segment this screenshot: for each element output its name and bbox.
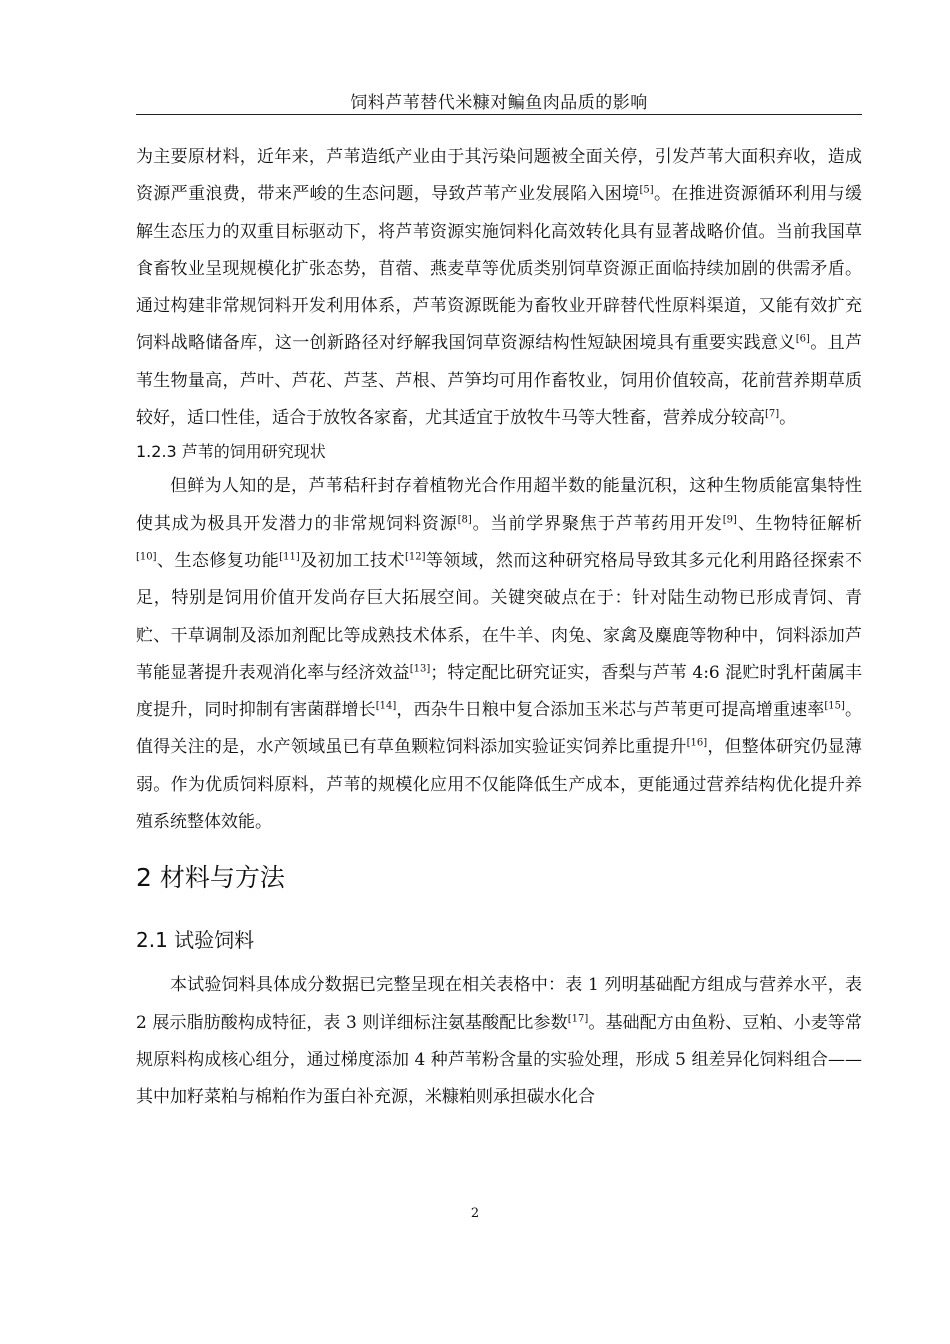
paragraph-text: 。值得关注的是，水产领域虽已有草鱼颗粒饲料添加实验证实饲养比重提升 — [136, 700, 863, 758]
paragraph-text: 。 — [779, 408, 797, 429]
paragraph-text: ；特定配比研究证实，香梨与芦苇 4:6 混贮时乳杆菌属丰度提升，同时抑制有害菌群增长 — [136, 662, 862, 721]
citation[interactable]: [13] — [409, 663, 431, 675]
section-heading-2-1: 2.1 试验饲料 — [136, 928, 255, 953]
paragraph-text: 、生态修复功能 — [156, 550, 280, 571]
citation[interactable]: [6] — [795, 333, 810, 345]
citation[interactable]: [15] — [824, 700, 845, 712]
paragraph-3 — [136, 967, 862, 1116]
paragraph-text: 。基础配方由鱼粉、豆粕、小麦等常规原料构成核心组分，通过梯度添加 4 种芦苇粉含量的实验处理，形成 5 组差异化饲料组合——其中加籽菜粕与棉粕作为蛋白补充源，米糠粕则承担碳水化合 — [136, 1012, 863, 1108]
paragraph-text: 。当前学界聚焦于芦苇药用开发 — [471, 513, 723, 534]
paragraph-1 — [136, 139, 862, 437]
paragraph-text: ，但整体研究仍显薄弱。作为优质饲料原料，芦苇的规模化应用不仅能降低生产成本，更能通过营养结构优化提升养殖系统整体效能。 — [136, 737, 862, 833]
page-number: 2 — [470, 1206, 480, 1221]
citation[interactable]: [14] — [375, 700, 397, 712]
paragraph-text: 但鲜为人知的是，芦苇秸秆封存着植物光合作用超半数的能量沉积，这种生物质能富集特性使其成为极具开发潜力的非常规饲料资源 — [136, 476, 862, 534]
section-heading-1-2-3: 1.2.3 芦苇的饲用研究现状 — [136, 442, 326, 462]
citation[interactable]: [11] — [279, 551, 300, 563]
paragraph-text: 等领域，然而这种研究格局导致其多元化利用路径探索不足，特别是饲用价值开发尚存巨大拓展空间。关键突破点在于：针对陆生动物已形成青饲、青贮、干草调制及添加剂配比等成熟技术体系，在牛羊、肉兔、家禽及麋鹿等物种中，饲料添加芦苇能显著提升表观消化率与经济效益 — [136, 550, 863, 683]
paragraph-text: 为主要原材料，近年来，芦苇造纸产业由于其污染问题被全面关停，引发芦苇大面积弃收，造成资源严重浪费，带来严峻的生态问题，导致芦苇产业发展陷入困境 — [136, 147, 862, 205]
citation[interactable]: [9] — [722, 514, 737, 526]
paragraph-text: 。在推进资源循环利用与缓解生态压力的双重目标驱动下，将芦苇资源实施饲料化高效转化具有显著战略价值。当前我国草食畜牧业呈现规模化扩张态势，苜蓿、燕麦草等优质类别饲草资源正面临持续加剧的供需矛盾。通过构建非常规饲料开发利用体系，芦苇资源既能为畜牧业开辟替代性原料渠道，又能有效扩充饲料战略储备库，这一创新路径对纾解我国饲草资源结构性短缺困境具有重要实践意义 — [136, 184, 863, 354]
running-header-title: 饲料芦苇替代米糠对鳊鱼肉品质的影响 — [350, 93, 648, 113]
citation[interactable]: [5] — [639, 184, 654, 196]
paragraph-2 — [136, 468, 862, 841]
citation[interactable]: [10] — [136, 551, 157, 563]
section-heading-2: 2 材料与方法 — [136, 863, 285, 893]
citation[interactable]: [8] — [457, 514, 472, 526]
paragraph-text: 、生物特征解析 — [736, 513, 863, 534]
page-body — [136, 139, 862, 1117]
citation[interactable]: [12] — [404, 551, 426, 563]
paragraph-text: 本试验饲料具体成分数据已完整呈现在相关表格中：表 1 列明基础配方组成与营养水平，表 2 展示脂肪酸构成特征，表 3 则详细标注氨基酸配比参数 — [136, 975, 862, 1033]
citation[interactable]: [16] — [686, 737, 708, 749]
paragraph-text: ，西杂牛日粮中复合添加玉米芯与芦苇更可提高增重速率 — [396, 700, 825, 721]
citation[interactable]: [7] — [765, 408, 780, 420]
paragraph-text: 。且芦苇生物量高，芦叶、芦花、芦茎、芦根、芦笋均可用作畜牧业，饲用价值较高，花前营养期草质较好，适口性佳，适合于放牧各家畜，尤其适宜于放牧牛马等大牲畜，营养成分较高 — [136, 333, 863, 429]
citation[interactable]: [17] — [567, 1012, 589, 1024]
running-header — [136, 88, 862, 115]
paragraph-text: 及初加工技术 — [299, 550, 405, 571]
